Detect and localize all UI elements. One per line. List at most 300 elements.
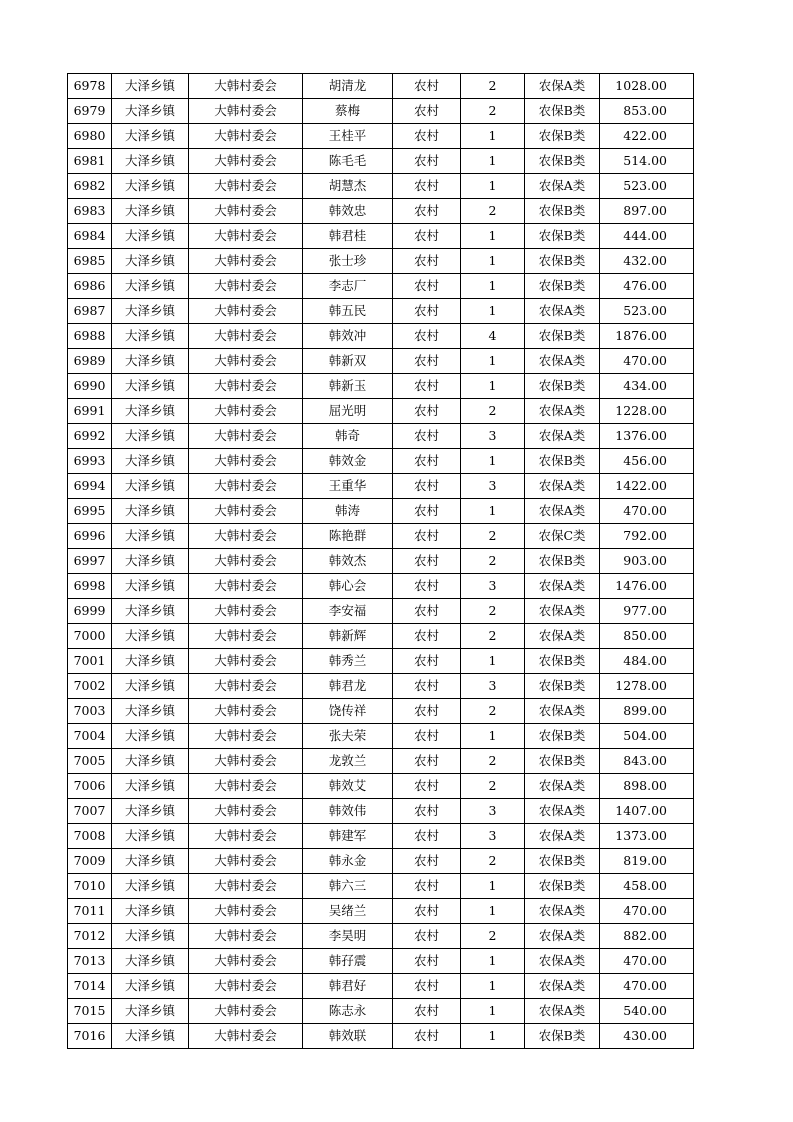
cell-category: 农保A类	[525, 499, 600, 524]
cell-id: 6979	[68, 99, 112, 124]
cell-area: 农村	[393, 374, 461, 399]
cell-area: 农村	[393, 974, 461, 999]
cell-category: 农保A类	[525, 699, 600, 724]
cell-town: 大泽乡镇	[112, 924, 189, 949]
cell-id: 6980	[68, 124, 112, 149]
cell-name: 韩心会	[303, 574, 393, 599]
cell-amount: 470.00	[600, 974, 694, 999]
cell-category: 农保B类	[525, 274, 600, 299]
cell-committee: 大韩村委会	[189, 424, 303, 449]
cell-id: 7006	[68, 774, 112, 799]
cell-count: 2	[461, 99, 525, 124]
cell-area: 农村	[393, 699, 461, 724]
cell-area: 农村	[393, 399, 461, 424]
cell-id: 6998	[68, 574, 112, 599]
cell-count: 2	[461, 924, 525, 949]
cell-town: 大泽乡镇	[112, 974, 189, 999]
cell-amount: 422.00	[600, 124, 694, 149]
cell-committee: 大韩村委会	[189, 274, 303, 299]
cell-committee: 大韩村委会	[189, 849, 303, 874]
cell-committee: 大韩村委会	[189, 649, 303, 674]
cell-count: 1	[461, 724, 525, 749]
record-table	[67, 73, 694, 1049]
cell-town: 大泽乡镇	[112, 174, 189, 199]
cell-id: 6997	[68, 549, 112, 574]
cell-category: 农保B类	[525, 724, 600, 749]
cell-amount: 1228.00	[600, 399, 694, 424]
table-row	[68, 899, 694, 924]
cell-area: 农村	[393, 224, 461, 249]
cell-category: 农保B类	[525, 324, 600, 349]
cell-category: 农保A类	[525, 774, 600, 799]
cell-area: 农村	[393, 999, 461, 1024]
cell-count: 1	[461, 224, 525, 249]
cell-name: 饶传祥	[303, 699, 393, 724]
cell-category: 农保A类	[525, 174, 600, 199]
cell-count: 1	[461, 299, 525, 324]
cell-id: 7016	[68, 1024, 112, 1049]
cell-category: 农保B类	[525, 874, 600, 899]
cell-count: 3	[461, 474, 525, 499]
cell-town: 大泽乡镇	[112, 224, 189, 249]
cell-id: 7008	[68, 824, 112, 849]
cell-count: 2	[461, 599, 525, 624]
cell-count: 3	[461, 824, 525, 849]
cell-amount: 432.00	[600, 249, 694, 274]
cell-id: 7013	[68, 949, 112, 974]
cell-area: 农村	[393, 799, 461, 824]
cell-town: 大泽乡镇	[112, 324, 189, 349]
table-row	[68, 324, 694, 349]
cell-area: 农村	[393, 424, 461, 449]
cell-id: 6995	[68, 499, 112, 524]
cell-committee: 大韩村委会	[189, 724, 303, 749]
cell-count: 3	[461, 424, 525, 449]
cell-id: 7003	[68, 699, 112, 724]
cell-category: 农保B类	[525, 249, 600, 274]
cell-area: 农村	[393, 949, 461, 974]
cell-name: 陈艳群	[303, 524, 393, 549]
cell-id: 6987	[68, 299, 112, 324]
cell-count: 2	[461, 749, 525, 774]
table-row	[68, 499, 694, 524]
cell-area: 农村	[393, 449, 461, 474]
table-row	[68, 374, 694, 399]
table-row	[68, 474, 694, 499]
table-row	[68, 74, 694, 99]
cell-id: 7001	[68, 649, 112, 674]
table-row	[68, 99, 694, 124]
cell-id: 6986	[68, 274, 112, 299]
cell-id: 6999	[68, 599, 112, 624]
cell-name: 韩效杰	[303, 549, 393, 574]
cell-committee: 大韩村委会	[189, 624, 303, 649]
cell-category: 农保A类	[525, 349, 600, 374]
cell-category: 农保A类	[525, 899, 600, 924]
cell-town: 大泽乡镇	[112, 1024, 189, 1049]
cell-count: 2	[461, 399, 525, 424]
cell-category: 农保A类	[525, 474, 600, 499]
cell-area: 农村	[393, 124, 461, 149]
cell-amount: 470.00	[600, 499, 694, 524]
cell-id: 6993	[68, 449, 112, 474]
cell-committee: 大韩村委会	[189, 149, 303, 174]
cell-count: 1	[461, 249, 525, 274]
cell-town: 大泽乡镇	[112, 374, 189, 399]
cell-id: 7015	[68, 999, 112, 1024]
cell-amount: 470.00	[600, 899, 694, 924]
table-row	[68, 349, 694, 374]
cell-amount: 434.00	[600, 374, 694, 399]
cell-count: 1	[461, 499, 525, 524]
table-row	[68, 574, 694, 599]
cell-id: 7012	[68, 924, 112, 949]
cell-town: 大泽乡镇	[112, 999, 189, 1024]
cell-category: 农保A类	[525, 799, 600, 824]
cell-committee: 大韩村委会	[189, 674, 303, 699]
cell-name: 李志厂	[303, 274, 393, 299]
cell-id: 7002	[68, 674, 112, 699]
table-row	[68, 524, 694, 549]
cell-committee: 大韩村委会	[189, 74, 303, 99]
table-row	[68, 974, 694, 999]
cell-count: 1	[461, 274, 525, 299]
cell-count: 1	[461, 174, 525, 199]
cell-id: 6978	[68, 74, 112, 99]
cell-count: 3	[461, 674, 525, 699]
cell-id: 6989	[68, 349, 112, 374]
cell-town: 大泽乡镇	[112, 849, 189, 874]
cell-town: 大泽乡镇	[112, 474, 189, 499]
table-row	[68, 699, 694, 724]
cell-committee: 大韩村委会	[189, 124, 303, 149]
cell-town: 大泽乡镇	[112, 199, 189, 224]
cell-name: 韩效金	[303, 449, 393, 474]
cell-area: 农村	[393, 299, 461, 324]
cell-count: 4	[461, 324, 525, 349]
cell-committee: 大韩村委会	[189, 799, 303, 824]
cell-name: 王桂平	[303, 124, 393, 149]
table-row	[68, 624, 694, 649]
cell-area: 农村	[393, 324, 461, 349]
table-row	[68, 774, 694, 799]
cell-name: 韩君好	[303, 974, 393, 999]
cell-name: 李安福	[303, 599, 393, 624]
cell-town: 大泽乡镇	[112, 649, 189, 674]
cell-amount: 850.00	[600, 624, 694, 649]
cell-count: 1	[461, 649, 525, 674]
cell-area: 农村	[393, 849, 461, 874]
table-row	[68, 449, 694, 474]
table-row	[68, 124, 694, 149]
cell-category: 农保A类	[525, 399, 600, 424]
table-row	[68, 674, 694, 699]
cell-category: 农保A类	[525, 974, 600, 999]
cell-count: 2	[461, 699, 525, 724]
cell-committee: 大韩村委会	[189, 1024, 303, 1049]
cell-count: 2	[461, 624, 525, 649]
cell-name: 韩新双	[303, 349, 393, 374]
cell-count: 1	[461, 349, 525, 374]
cell-town: 大泽乡镇	[112, 599, 189, 624]
cell-amount: 458.00	[600, 874, 694, 899]
cell-amount: 456.00	[600, 449, 694, 474]
cell-amount: 898.00	[600, 774, 694, 799]
cell-category: 农保B类	[525, 749, 600, 774]
cell-amount: 1876.00	[600, 324, 694, 349]
cell-count: 1	[461, 949, 525, 974]
cell-category: 农保A类	[525, 74, 600, 99]
cell-count: 1	[461, 874, 525, 899]
cell-town: 大泽乡镇	[112, 349, 189, 374]
cell-category: 农保B类	[525, 124, 600, 149]
cell-category: 农保B类	[525, 374, 600, 399]
cell-committee: 大韩村委会	[189, 749, 303, 774]
cell-committee: 大韩村委会	[189, 449, 303, 474]
cell-id: 7014	[68, 974, 112, 999]
cell-id: 6985	[68, 249, 112, 274]
cell-category: 农保A类	[525, 824, 600, 849]
cell-committee: 大韩村委会	[189, 324, 303, 349]
cell-town: 大泽乡镇	[112, 424, 189, 449]
cell-name: 韩秀兰	[303, 649, 393, 674]
cell-town: 大泽乡镇	[112, 899, 189, 924]
cell-name: 张夫荣	[303, 724, 393, 749]
cell-count: 2	[461, 549, 525, 574]
cell-town: 大泽乡镇	[112, 524, 189, 549]
cell-name: 韩孖震	[303, 949, 393, 974]
table-row	[68, 274, 694, 299]
cell-amount: 853.00	[600, 99, 694, 124]
cell-area: 农村	[393, 749, 461, 774]
cell-id: 6990	[68, 374, 112, 399]
cell-area: 农村	[393, 824, 461, 849]
cell-committee: 大韩村委会	[189, 974, 303, 999]
cell-name: 韩君龙	[303, 674, 393, 699]
cell-town: 大泽乡镇	[112, 299, 189, 324]
cell-category: 农保A类	[525, 574, 600, 599]
table-row	[68, 724, 694, 749]
cell-amount: 476.00	[600, 274, 694, 299]
cell-area: 农村	[393, 174, 461, 199]
cell-id: 7011	[68, 899, 112, 924]
cell-town: 大泽乡镇	[112, 574, 189, 599]
cell-category: 农保C类	[525, 524, 600, 549]
cell-category: 农保B类	[525, 674, 600, 699]
cell-area: 农村	[393, 649, 461, 674]
cell-area: 农村	[393, 474, 461, 499]
cell-committee: 大韩村委会	[189, 899, 303, 924]
cell-area: 农村	[393, 724, 461, 749]
cell-town: 大泽乡镇	[112, 499, 189, 524]
table-row	[68, 549, 694, 574]
cell-category: 农保A类	[525, 599, 600, 624]
cell-amount: 430.00	[600, 1024, 694, 1049]
cell-amount: 523.00	[600, 299, 694, 324]
cell-name: 韩君桂	[303, 224, 393, 249]
cell-name: 韩效艾	[303, 774, 393, 799]
table-row	[68, 299, 694, 324]
cell-amount: 484.00	[600, 649, 694, 674]
cell-amount: 819.00	[600, 849, 694, 874]
cell-area: 农村	[393, 599, 461, 624]
cell-category: 农保A类	[525, 299, 600, 324]
cell-committee: 大韩村委会	[189, 699, 303, 724]
cell-amount: 1373.00	[600, 824, 694, 849]
cell-category: 农保A类	[525, 924, 600, 949]
cell-amount: 540.00	[600, 999, 694, 1024]
cell-committee: 大韩村委会	[189, 174, 303, 199]
cell-committee: 大韩村委会	[189, 874, 303, 899]
cell-town: 大泽乡镇	[112, 949, 189, 974]
cell-committee: 大韩村委会	[189, 999, 303, 1024]
table-row	[68, 924, 694, 949]
cell-town: 大泽乡镇	[112, 274, 189, 299]
cell-name: 陈志永	[303, 999, 393, 1024]
cell-area: 农村	[393, 874, 461, 899]
cell-amount: 523.00	[600, 174, 694, 199]
cell-count: 3	[461, 799, 525, 824]
cell-count: 1	[461, 124, 525, 149]
cell-amount: 444.00	[600, 224, 694, 249]
cell-category: 农保B类	[525, 849, 600, 874]
cell-area: 农村	[393, 574, 461, 599]
cell-name: 韩新玉	[303, 374, 393, 399]
table-row	[68, 249, 694, 274]
cell-name: 陈毛毛	[303, 149, 393, 174]
cell-town: 大泽乡镇	[112, 699, 189, 724]
cell-amount: 899.00	[600, 699, 694, 724]
cell-committee: 大韩村委会	[189, 774, 303, 799]
cell-amount: 514.00	[600, 149, 694, 174]
cell-id: 7005	[68, 749, 112, 774]
cell-town: 大泽乡镇	[112, 824, 189, 849]
record-table-container	[67, 73, 694, 1049]
cell-count: 3	[461, 574, 525, 599]
cell-category: 农保A类	[525, 424, 600, 449]
table-row	[68, 649, 694, 674]
cell-committee: 大韩村委会	[189, 824, 303, 849]
table-row	[68, 799, 694, 824]
cell-committee: 大韩村委会	[189, 499, 303, 524]
cell-count: 2	[461, 524, 525, 549]
cell-committee: 大韩村委会	[189, 599, 303, 624]
cell-area: 农村	[393, 924, 461, 949]
table-row	[68, 399, 694, 424]
cell-name: 张士珍	[303, 249, 393, 274]
cell-id: 7010	[68, 874, 112, 899]
cell-committee: 大韩村委会	[189, 949, 303, 974]
table-row	[68, 749, 694, 774]
cell-amount: 1278.00	[600, 674, 694, 699]
cell-name: 韩五民	[303, 299, 393, 324]
cell-committee: 大韩村委会	[189, 924, 303, 949]
table-row	[68, 599, 694, 624]
cell-area: 农村	[393, 624, 461, 649]
cell-name: 韩六三	[303, 874, 393, 899]
cell-name: 韩奇	[303, 424, 393, 449]
cell-amount: 903.00	[600, 549, 694, 574]
table-row	[68, 849, 694, 874]
table-row	[68, 999, 694, 1024]
cell-area: 农村	[393, 149, 461, 174]
cell-category: 农保B类	[525, 1024, 600, 1049]
cell-count: 1	[461, 899, 525, 924]
cell-area: 农村	[393, 674, 461, 699]
cell-name: 王重华	[303, 474, 393, 499]
cell-amount: 470.00	[600, 349, 694, 374]
cell-area: 农村	[393, 899, 461, 924]
cell-name: 胡慧杰	[303, 174, 393, 199]
cell-name: 胡清龙	[303, 74, 393, 99]
cell-committee: 大韩村委会	[189, 374, 303, 399]
cell-amount: 977.00	[600, 599, 694, 624]
cell-id: 7000	[68, 624, 112, 649]
cell-id: 7009	[68, 849, 112, 874]
cell-category: 农保A类	[525, 999, 600, 1024]
cell-category: 农保B类	[525, 649, 600, 674]
cell-count: 1	[461, 149, 525, 174]
cell-committee: 大韩村委会	[189, 549, 303, 574]
cell-category: 农保A类	[525, 624, 600, 649]
cell-id: 6984	[68, 224, 112, 249]
cell-town: 大泽乡镇	[112, 799, 189, 824]
cell-town: 大泽乡镇	[112, 99, 189, 124]
cell-area: 农村	[393, 524, 461, 549]
cell-town: 大泽乡镇	[112, 124, 189, 149]
cell-town: 大泽乡镇	[112, 724, 189, 749]
cell-area: 农村	[393, 99, 461, 124]
cell-amount: 1422.00	[600, 474, 694, 499]
cell-category: 农保A类	[525, 949, 600, 974]
cell-town: 大泽乡镇	[112, 874, 189, 899]
table-row	[68, 424, 694, 449]
cell-amount: 1476.00	[600, 574, 694, 599]
cell-id: 6991	[68, 399, 112, 424]
table-row	[68, 949, 694, 974]
cell-count: 1	[461, 1024, 525, 1049]
cell-name: 韩涛	[303, 499, 393, 524]
cell-name: 蔡梅	[303, 99, 393, 124]
cell-category: 农保B类	[525, 549, 600, 574]
cell-amount: 792.00	[600, 524, 694, 549]
cell-town: 大泽乡镇	[112, 249, 189, 274]
cell-town: 大泽乡镇	[112, 674, 189, 699]
cell-id: 6982	[68, 174, 112, 199]
table-row	[68, 874, 694, 899]
cell-id: 6983	[68, 199, 112, 224]
cell-count: 1	[461, 449, 525, 474]
cell-committee: 大韩村委会	[189, 99, 303, 124]
table-row	[68, 149, 694, 174]
cell-amount: 504.00	[600, 724, 694, 749]
cell-committee: 大韩村委会	[189, 349, 303, 374]
cell-name: 吴绪兰	[303, 899, 393, 924]
cell-town: 大泽乡镇	[112, 549, 189, 574]
cell-area: 农村	[393, 774, 461, 799]
table-body	[68, 74, 694, 1049]
cell-amount: 1376.00	[600, 424, 694, 449]
cell-amount: 882.00	[600, 924, 694, 949]
cell-id: 6996	[68, 524, 112, 549]
cell-id: 7004	[68, 724, 112, 749]
cell-town: 大泽乡镇	[112, 399, 189, 424]
cell-name: 韩效联	[303, 1024, 393, 1049]
cell-area: 农村	[393, 74, 461, 99]
cell-area: 农村	[393, 499, 461, 524]
cell-name: 韩效忠	[303, 199, 393, 224]
cell-name: 屈光明	[303, 399, 393, 424]
